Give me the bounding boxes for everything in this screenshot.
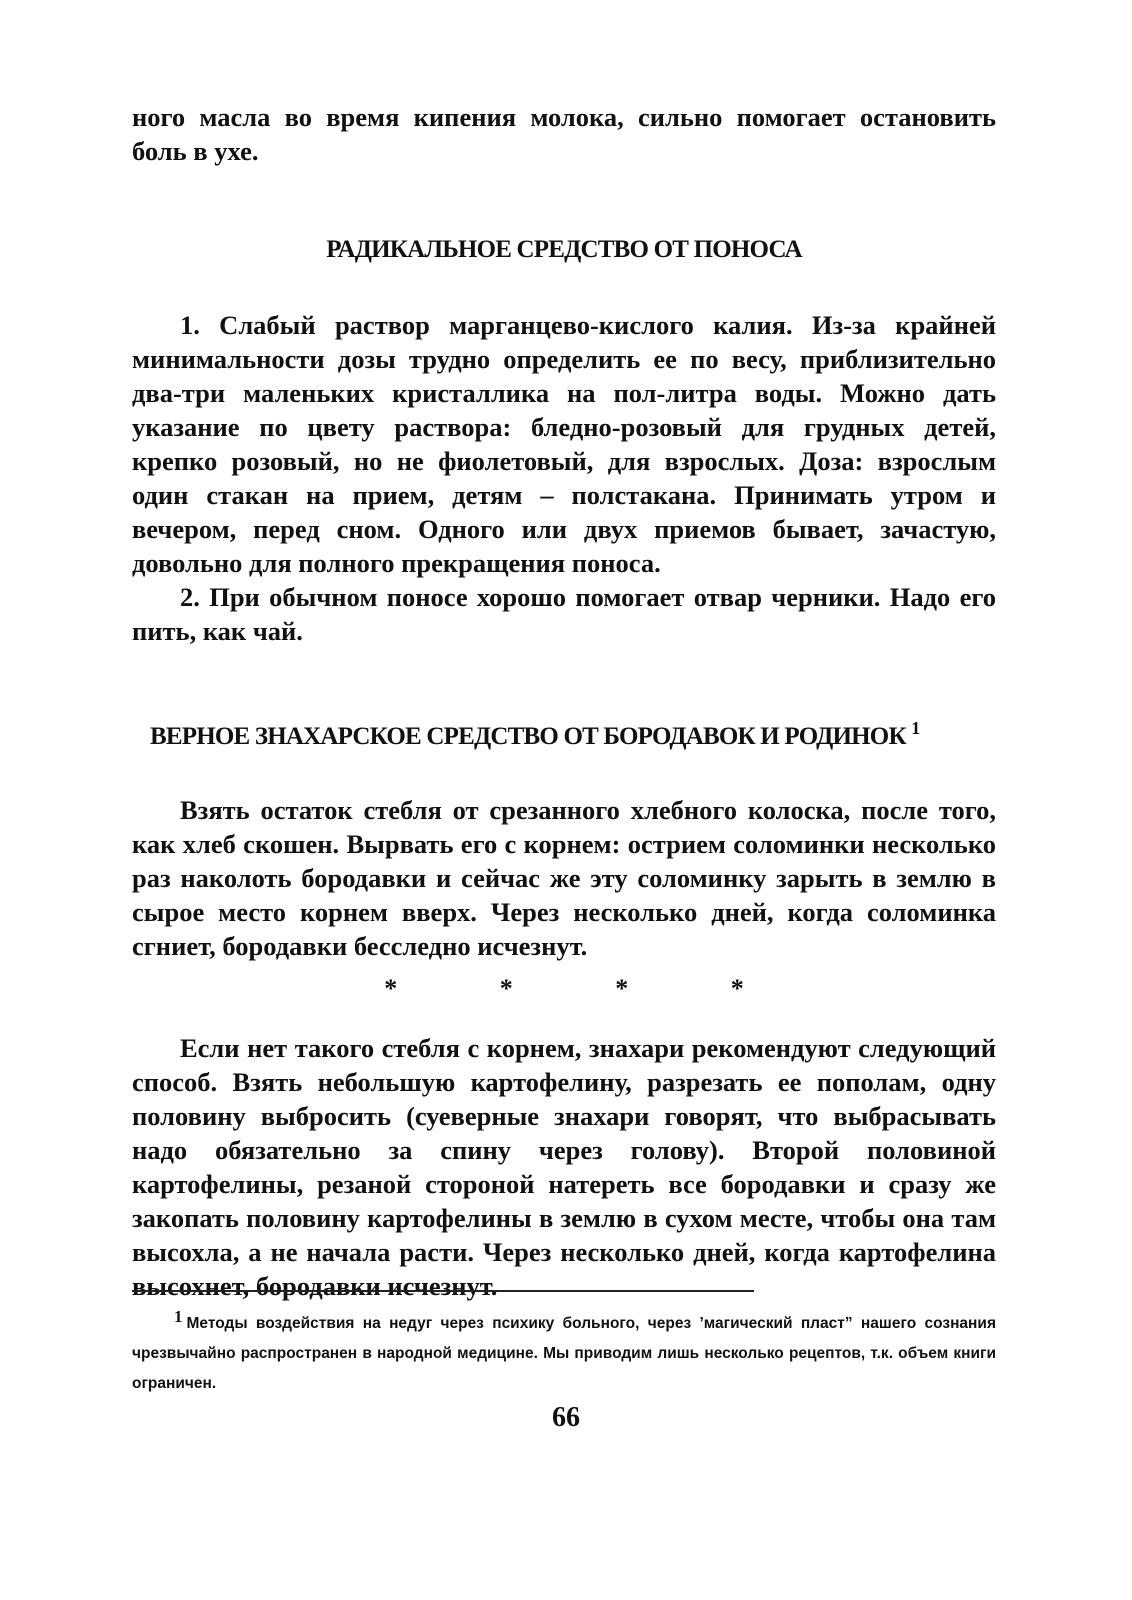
- footnote-divider: [132, 1290, 754, 1292]
- footnote: [132, 1302, 996, 1399]
- footnote-reference: 1: [911, 718, 920, 738]
- continuation-paragraph: ного масла во время кипения молока, сильно помогает остановить боль в ухе.: [132, 102, 996, 166]
- section-heading-diarrhea: РАДИКАЛЬНОЕ СРЕДСТВО ОТ ПОНОСА: [326, 236, 802, 263]
- section-heading-warts-text: ВЕРНОЕ ЗНАХАРСКОЕ СРЕДСТВО ОТ БОРОДАВОК И РОДИНОК: [150, 723, 906, 750]
- section-heading-warts: [132, 718, 996, 751]
- recipe-paragraph-2: 2. При обычном поносе хорошо помогает отвар черники. Надо его пить, как чай.: [132, 582, 996, 646]
- recipe-paragraph-1: 1. Слабый раствор марганцево-кислого калия. Из-за крайней минимальности дозы трудно определить ее по весу, приблизительно два-три маленьких кристаллика на пол-литра воды. Можно дать указание по цвету раствора: бледно-розовый для грудных детей, крепко розовый, но не фиолетовый, для взрослых. Доза: взрослым один стакан на прием, детям – полстакана. Принимать утром и вечером, перед сном. Одного или двух приемов бывает, зачастую, довольно для полного прекращения поноса.: [132, 310, 996, 578]
- footnote-text: Методы воздействия на недуг через психику больного, через ’магический пласт” нашего сознания чрезвычайно распространен в народной медицине. Мы приводим лишь несколько рецептов, т.к. объем книги ограничен.: [132, 1315, 996, 1392]
- page-body: [132, 100, 996, 1303]
- warts-paragraph-2: Если нет такого стебля с корнем, знахари рекомендуют следующий способ. Взять небольшую картофелину, разрезать ее пополам, одну половину выбросить (суеверные знахари говорят, что выбрасывать надо обязательно за спину через голову). Второй половиной картофелины, резаной стороной натереть все бородавки и сразу же закопать половину картофелины в землю в сухом месте, чтобы она там высохла, а не начала расти. Через несколько дней, когда картофелина высохнет, бородавки исчезнут.: [132, 1033, 996, 1301]
- section-separator: * * * *: [384, 974, 792, 1003]
- page-number: 66: [552, 1402, 580, 1433]
- warts-paragraph-1: Взять остаток стебля от срезанного хлебного колоска, после того, как хлеб скошен. Вырвать его с корнем: острием соломинки несколько раз наколоть бородавки и сейчас же эту соломинку зарыть в землю в сырое место корнем вверх. Через несколько дней, когда соломинка сгниет, бородавки бесследно исчезнут.: [132, 795, 996, 961]
- footnote-mark: 1: [174, 1307, 183, 1326]
